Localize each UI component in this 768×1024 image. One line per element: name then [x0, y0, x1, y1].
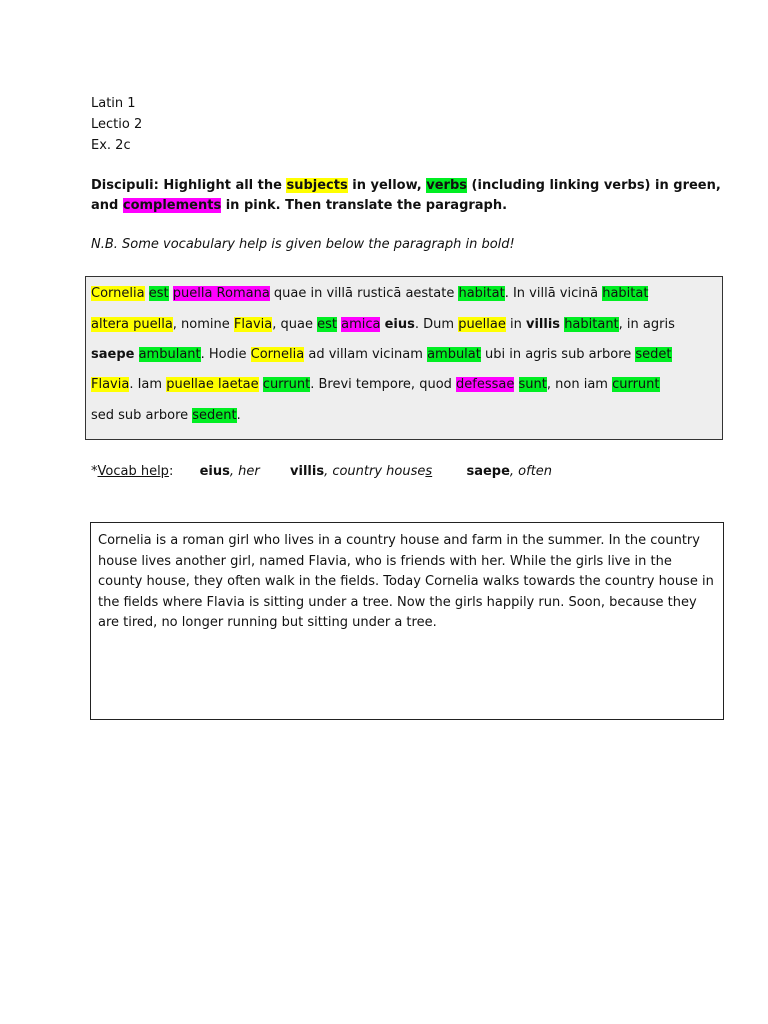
verb-word: habitant	[564, 317, 619, 332]
instructions	[91, 176, 731, 216]
paragraph-text: . Iam	[129, 377, 167, 392]
paragraph-text: , quae	[272, 317, 318, 332]
paragraph-text: . Dum	[414, 317, 459, 332]
verb-word: sunt	[518, 377, 547, 392]
paragraph-text: ad villam vicinam	[304, 347, 428, 362]
paragraph-line	[91, 408, 241, 423]
subject-word: Flavia	[91, 377, 130, 392]
vocab-definition: s	[425, 464, 433, 479]
verb-word: habitat	[458, 286, 505, 301]
subject-word: puellae laetae	[166, 377, 259, 392]
complement-word: defessae	[456, 377, 515, 392]
paragraph-text: quae in villā rusticā aestate	[269, 286, 459, 301]
vocab-word: eius	[199, 464, 230, 479]
verb-word: currunt	[612, 377, 660, 392]
verb-word: ambulant	[138, 347, 201, 362]
vocab-word: villis	[290, 464, 325, 479]
subject-word: puellae	[458, 317, 506, 332]
vocab-word: eius	[384, 317, 415, 332]
subject-word: altera puella	[91, 317, 173, 332]
paragraph-text	[514, 377, 518, 392]
verb-word: ambulat	[427, 347, 481, 362]
latin-paragraph-box	[85, 276, 723, 440]
verb-word: habitat	[602, 286, 649, 301]
subject-word: Cornelia	[91, 286, 145, 301]
vocab-word: saepe	[466, 464, 510, 479]
verbs-label: verbs	[426, 178, 468, 193]
instructions-text: in pink. Then translate the paragraph.	[221, 198, 508, 213]
paragraph-text: , in agris	[618, 317, 675, 332]
subject-word: Cornelia	[250, 347, 305, 362]
paragraph-text: . In villā vicinā	[504, 286, 603, 301]
instructions-text: Discipuli: Highlight all the	[91, 178, 287, 193]
vocab-label-suffix: :	[168, 464, 174, 479]
lesson-title: Lectio 2	[91, 117, 143, 132]
vocab-help	[91, 464, 552, 479]
paragraph-text: .	[236, 408, 241, 423]
instructions-text: (including linking verbs) in green, and	[91, 178, 721, 213]
vocab-definition: , often	[509, 464, 553, 479]
complement-word: puella Romana	[172, 286, 270, 301]
vocab-definition: , country house	[324, 464, 426, 479]
subjects-label: subjects	[286, 178, 348, 193]
vocab-label: Vocab help	[97, 464, 169, 479]
complement-word: amica	[341, 317, 381, 332]
vocabulary-note: N.B. Some vocabulary help is given below the paragraph in bold!	[91, 237, 515, 252]
exercise-title: Ex. 2c	[91, 138, 131, 153]
paragraph-text: sed sub arbore	[91, 408, 193, 423]
paragraph-text: . Brevi tempore, quod	[310, 377, 457, 392]
paragraph-text: ubi in agris sub arbore	[480, 347, 636, 362]
paragraph-text: . Hodie	[200, 347, 251, 362]
verb-word: sedet	[635, 347, 672, 362]
verb-word: sedent	[192, 408, 237, 423]
paragraph-line	[91, 317, 675, 332]
instructions-text: in yellow,	[347, 178, 427, 193]
paragraph-line	[91, 377, 660, 392]
vocab-word: villis	[526, 317, 561, 332]
paragraph-line	[91, 286, 648, 301]
translation-box[interactable]: Cornelia is a roman girl who lives in a country house and farm in the summer. In the country house lives another girl, named Flavia, who is friends with her. While the girls live in the county house, they often walk in the fields. Today Cornelia walks towards the country house in the fields where Flavia is sitting under a tree. Now the girls happily run. Soon, because they are tired, no longer running but sitting under a tree.	[90, 522, 724, 720]
paragraph-text: in	[505, 317, 526, 332]
verb-word: est	[317, 317, 337, 332]
complements-label: complements	[122, 198, 222, 213]
vocab-label-prefix: *	[91, 464, 98, 479]
course-title: Latin 1	[91, 96, 136, 111]
paragraph-text: , non iam	[546, 377, 613, 392]
paragraph-text	[134, 347, 138, 362]
subject-word: Flavia	[233, 317, 273, 332]
vocab-definition: , her	[229, 464, 260, 479]
verb-word: est	[148, 286, 169, 301]
paragraph-text: , nomine	[172, 317, 234, 332]
verb-word: currunt	[262, 377, 311, 392]
vocab-word: saepe	[91, 347, 135, 362]
paragraph-line	[91, 347, 672, 362]
